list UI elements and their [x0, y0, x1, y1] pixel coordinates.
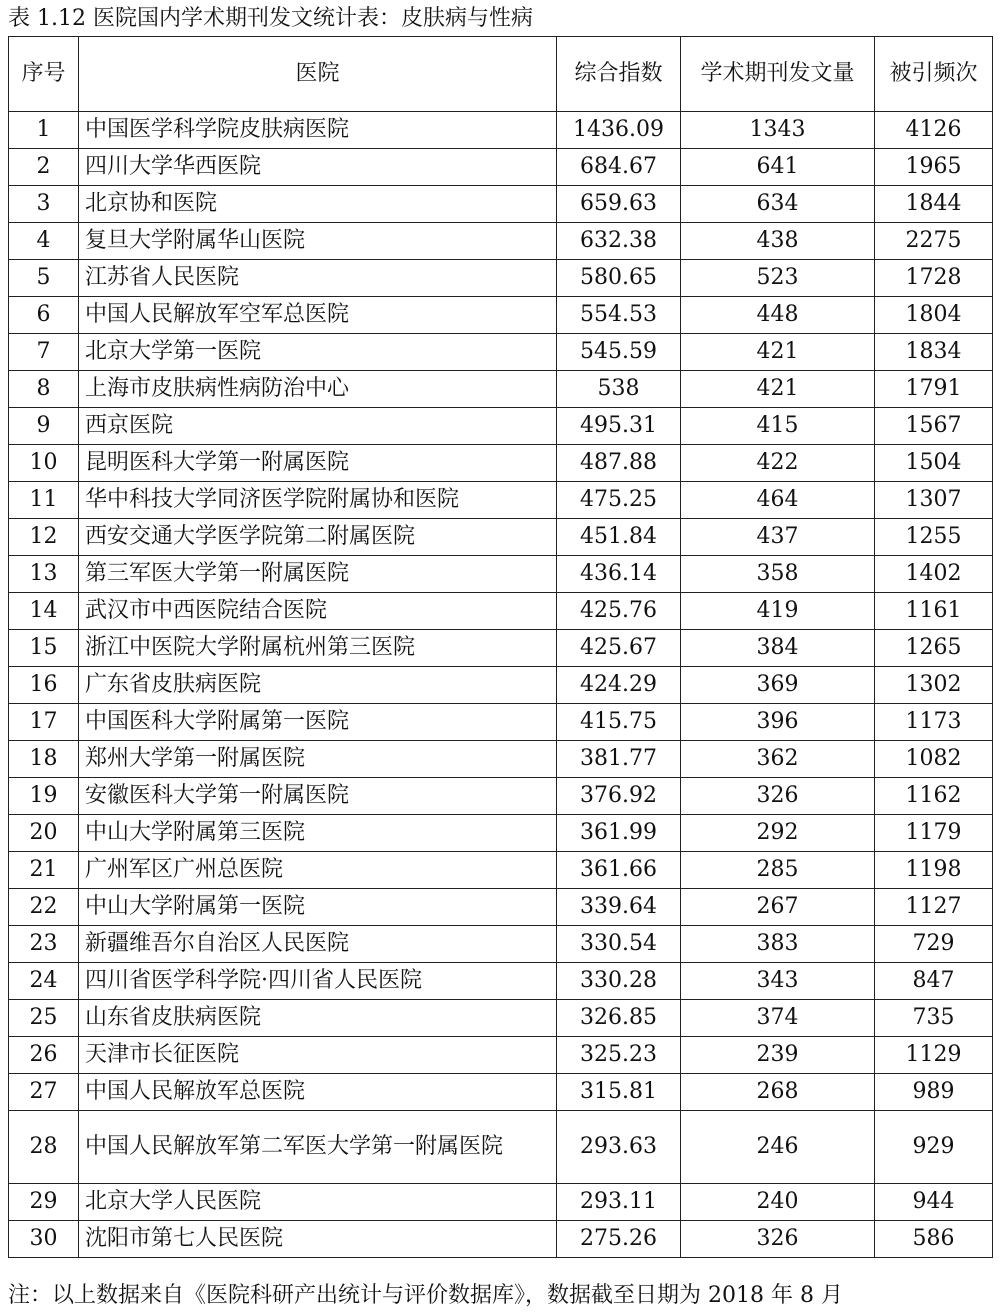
- cell-citation-count: 735: [875, 1000, 993, 1037]
- cell-hospital: 浙江中医院大学附属杭州第三医院: [79, 630, 557, 667]
- cell-index: 13: [9, 556, 79, 593]
- cell-citation-count: 1307: [875, 482, 993, 519]
- cell-index: 5: [9, 260, 79, 297]
- cell-hospital: 北京大学人民医院: [79, 1184, 557, 1221]
- cell-index: 16: [9, 667, 79, 704]
- table-row: [9, 482, 993, 519]
- cell-index: 9: [9, 408, 79, 445]
- cell-composite-index: 325.23: [557, 1037, 681, 1074]
- cell-publication-count: 239: [681, 1037, 875, 1074]
- cell-citation-count: 1567: [875, 408, 993, 445]
- cell-publication-count: 240: [681, 1184, 875, 1221]
- cell-citation-count: 4126: [875, 112, 993, 149]
- cell-publication-count: 422: [681, 445, 875, 482]
- cell-hospital: 北京协和医院: [79, 186, 557, 223]
- header-composite-index: 综合指数: [557, 37, 681, 112]
- cell-citation-count: 1198: [875, 852, 993, 889]
- cell-citation-count: 1265: [875, 630, 993, 667]
- cell-index: 21: [9, 852, 79, 889]
- cell-composite-index: 330.54: [557, 926, 681, 963]
- cell-publication-count: 292: [681, 815, 875, 852]
- cell-citation-count: 1129: [875, 1037, 993, 1074]
- cell-publication-count: 634: [681, 186, 875, 223]
- cell-citation-count: 586: [875, 1221, 993, 1258]
- cell-citation-count: 1162: [875, 778, 993, 815]
- cell-publication-count: 464: [681, 482, 875, 519]
- cell-index: 7: [9, 334, 79, 371]
- cell-hospital: 中国医科大学附属第一医院: [79, 704, 557, 741]
- cell-citation-count: 1728: [875, 260, 993, 297]
- cell-citation-count: 944: [875, 1184, 993, 1221]
- cell-publication-count: 246: [681, 1111, 875, 1184]
- cell-index: 11: [9, 482, 79, 519]
- table-row: [9, 593, 993, 630]
- cell-hospital: 中山大学附属第三医院: [79, 815, 557, 852]
- cell-publication-count: 437: [681, 519, 875, 556]
- cell-index: 24: [9, 963, 79, 1000]
- cell-composite-index: 487.88: [557, 445, 681, 482]
- cell-index: 22: [9, 889, 79, 926]
- cell-index: 10: [9, 445, 79, 482]
- cell-citation-count: 1791: [875, 371, 993, 408]
- cell-publication-count: 374: [681, 1000, 875, 1037]
- cell-publication-count: 415: [681, 408, 875, 445]
- cell-publication-count: 285: [681, 852, 875, 889]
- table-row: [9, 334, 993, 371]
- cell-citation-count: 1302: [875, 667, 993, 704]
- cell-composite-index: 436.14: [557, 556, 681, 593]
- footnote: 注：以上数据来自《医院科研产出统计与评价数据库》，数据截至日期为 2018 年 8 月: [8, 1283, 843, 1308]
- cell-index: 4: [9, 223, 79, 260]
- cell-publication-count: 268: [681, 1074, 875, 1111]
- header-citation-count: 被引频次: [875, 37, 993, 112]
- cell-publication-count: 396: [681, 704, 875, 741]
- cell-composite-index: 376.92: [557, 778, 681, 815]
- cell-composite-index: 580.65: [557, 260, 681, 297]
- cell-composite-index: 415.75: [557, 704, 681, 741]
- cell-publication-count: 419: [681, 593, 875, 630]
- cell-composite-index: 495.31: [557, 408, 681, 445]
- cell-composite-index: 425.76: [557, 593, 681, 630]
- cell-publication-count: 383: [681, 926, 875, 963]
- cell-hospital: 广东省皮肤病医院: [79, 667, 557, 704]
- cell-publication-count: 641: [681, 149, 875, 186]
- cell-publication-count: 326: [681, 778, 875, 815]
- cell-hospital: 中山大学附属第一医院: [79, 889, 557, 926]
- cell-hospital: 西安交通大学医学院第二附属医院: [79, 519, 557, 556]
- cell-hospital: 第三军医大学第一附属医院: [79, 556, 557, 593]
- cell-composite-index: 545.59: [557, 334, 681, 371]
- table-row: [9, 741, 993, 778]
- cell-composite-index: 330.28: [557, 963, 681, 1000]
- header-publication-count: 学术期刊发文量: [681, 37, 875, 112]
- cell-publication-count: 362: [681, 741, 875, 778]
- cell-index: 1: [9, 112, 79, 149]
- cell-citation-count: 1173: [875, 704, 993, 741]
- statistics-table: [8, 36, 993, 1258]
- cell-citation-count: 1504: [875, 445, 993, 482]
- cell-hospital: 山东省皮肤病医院: [79, 1000, 557, 1037]
- cell-citation-count: 1082: [875, 741, 993, 778]
- table-row: [9, 1221, 993, 1258]
- cell-composite-index: 326.85: [557, 1000, 681, 1037]
- table-row: [9, 297, 993, 334]
- cell-composite-index: 451.84: [557, 519, 681, 556]
- cell-hospital: 江苏省人民医院: [79, 260, 557, 297]
- cell-publication-count: 1343: [681, 112, 875, 149]
- table-row: [9, 852, 993, 889]
- cell-index: 6: [9, 297, 79, 334]
- cell-index: 3: [9, 186, 79, 223]
- cell-index: 18: [9, 741, 79, 778]
- table-row: [9, 889, 993, 926]
- cell-citation-count: 1965: [875, 149, 993, 186]
- cell-hospital: 安徽医科大学第一附属医院: [79, 778, 557, 815]
- table-row: [9, 223, 993, 260]
- cell-publication-count: 369: [681, 667, 875, 704]
- table-row: [9, 1184, 993, 1221]
- cell-index: 15: [9, 630, 79, 667]
- table-row: [9, 1000, 993, 1037]
- cell-hospital: 四川省医学科学院·四川省人民医院: [79, 963, 557, 1000]
- cell-index: 2: [9, 149, 79, 186]
- cell-hospital: 中国医学科学院皮肤病医院: [79, 112, 557, 149]
- cell-index: 25: [9, 1000, 79, 1037]
- cell-hospital: 郑州大学第一附属医院: [79, 741, 557, 778]
- cell-hospital: 沈阳市第七人民医院: [79, 1221, 557, 1258]
- cell-citation-count: 729: [875, 926, 993, 963]
- table-row: [9, 1037, 993, 1074]
- cell-hospital: 华中科技大学同济医学院附属协和医院: [79, 482, 557, 519]
- table-row: [9, 963, 993, 1000]
- table-row: [9, 556, 993, 593]
- cell-composite-index: 684.67: [557, 149, 681, 186]
- cell-hospital: 上海市皮肤病性病防治中心: [79, 371, 557, 408]
- table-row: [9, 408, 993, 445]
- header-hospital: 医院: [79, 37, 557, 112]
- cell-citation-count: 1844: [875, 186, 993, 223]
- cell-citation-count: 1834: [875, 334, 993, 371]
- cell-citation-count: 1179: [875, 815, 993, 852]
- table-row: [9, 519, 993, 556]
- cell-composite-index: 339.64: [557, 889, 681, 926]
- cell-index: 20: [9, 815, 79, 852]
- table-row: [9, 815, 993, 852]
- cell-index: 8: [9, 371, 79, 408]
- cell-hospital: 中国人民解放军总医院: [79, 1074, 557, 1111]
- cell-index: 23: [9, 926, 79, 963]
- cell-publication-count: 421: [681, 334, 875, 371]
- cell-publication-count: 448: [681, 297, 875, 334]
- table-row: [9, 1111, 993, 1184]
- cell-publication-count: 438: [681, 223, 875, 260]
- table-row: [9, 186, 993, 223]
- cell-citation-count: 1804: [875, 297, 993, 334]
- cell-index: 27: [9, 1074, 79, 1111]
- table-row: [9, 778, 993, 815]
- cell-index: 19: [9, 778, 79, 815]
- cell-index: 29: [9, 1184, 79, 1221]
- cell-composite-index: 293.63: [557, 1111, 681, 1184]
- cell-hospital: 武汉市中西医院结合医院: [79, 593, 557, 630]
- cell-hospital: 西京医院: [79, 408, 557, 445]
- cell-index: 17: [9, 704, 79, 741]
- cell-composite-index: 425.67: [557, 630, 681, 667]
- cell-hospital: 中国人民解放军第二军医大学第一附属医院: [79, 1111, 557, 1184]
- table-row: [9, 149, 993, 186]
- table-row: [9, 630, 993, 667]
- cell-composite-index: 554.53: [557, 297, 681, 334]
- cell-composite-index: 475.25: [557, 482, 681, 519]
- cell-index: 28: [9, 1111, 79, 1184]
- cell-publication-count: 358: [681, 556, 875, 593]
- cell-citation-count: 1161: [875, 593, 993, 630]
- table-row: [9, 667, 993, 704]
- table-row: [9, 371, 993, 408]
- cell-hospital: 新疆维吾尔自治区人民医院: [79, 926, 557, 963]
- table-row: [9, 926, 993, 963]
- cell-hospital: 北京大学第一医院: [79, 334, 557, 371]
- cell-index: 12: [9, 519, 79, 556]
- cell-citation-count: 847: [875, 963, 993, 1000]
- cell-composite-index: 1436.09: [557, 112, 681, 149]
- cell-hospital: 天津市长征医院: [79, 1037, 557, 1074]
- cell-composite-index: 424.29: [557, 667, 681, 704]
- cell-composite-index: 538: [557, 371, 681, 408]
- cell-hospital: 广州军区广州总医院: [79, 852, 557, 889]
- table-row: [9, 260, 993, 297]
- cell-composite-index: 381.77: [557, 741, 681, 778]
- cell-composite-index: 361.66: [557, 852, 681, 889]
- cell-composite-index: 659.63: [557, 186, 681, 223]
- cell-publication-count: 267: [681, 889, 875, 926]
- cell-index: 14: [9, 593, 79, 630]
- cell-composite-index: 632.38: [557, 223, 681, 260]
- cell-citation-count: 2275: [875, 223, 993, 260]
- cell-publication-count: 343: [681, 963, 875, 1000]
- table-row: [9, 112, 993, 149]
- table-row: [9, 445, 993, 482]
- cell-composite-index: 275.26: [557, 1221, 681, 1258]
- cell-citation-count: 1402: [875, 556, 993, 593]
- cell-hospital: 中国人民解放军空军总医院: [79, 297, 557, 334]
- cell-publication-count: 523: [681, 260, 875, 297]
- cell-citation-count: 989: [875, 1074, 993, 1111]
- table-row: [9, 704, 993, 741]
- cell-hospital: 复旦大学附属华山医院: [79, 223, 557, 260]
- cell-publication-count: 326: [681, 1221, 875, 1258]
- table-body: [9, 112, 993, 1258]
- cell-publication-count: 384: [681, 630, 875, 667]
- cell-citation-count: 929: [875, 1111, 993, 1184]
- cell-citation-count: 1255: [875, 519, 993, 556]
- header-row: [9, 37, 993, 112]
- cell-composite-index: 315.81: [557, 1074, 681, 1111]
- header-index: 序号: [9, 37, 79, 112]
- cell-hospital: 四川大学华西医院: [79, 149, 557, 186]
- cell-index: 26: [9, 1037, 79, 1074]
- cell-index: 30: [9, 1221, 79, 1258]
- cell-publication-count: 421: [681, 371, 875, 408]
- cell-hospital: 昆明医科大学第一附属医院: [79, 445, 557, 482]
- table-caption: 表 1.12 医院国内学术期刊发文统计表：皮肤病与性病: [8, 6, 533, 31]
- cell-citation-count: 1127: [875, 889, 993, 926]
- cell-composite-index: 293.11: [557, 1184, 681, 1221]
- cell-composite-index: 361.99: [557, 815, 681, 852]
- table-row: [9, 1074, 993, 1111]
